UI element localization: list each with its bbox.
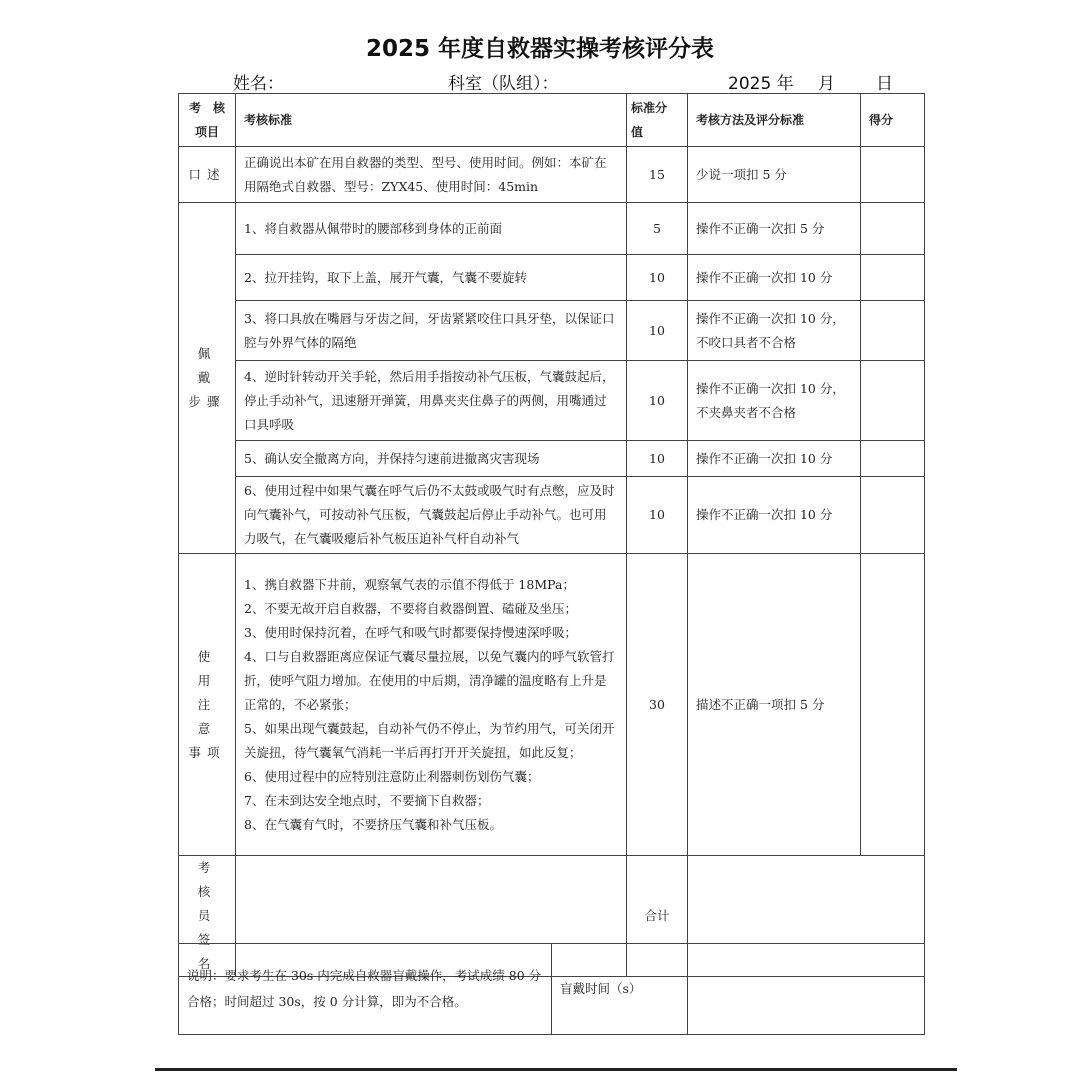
col-standard-header: 考核标准	[236, 94, 627, 147]
step-method: 操作不正确一次扣 10 分	[688, 441, 861, 477]
step-got-cell[interactable]	[861, 441, 925, 477]
notes-got-cell[interactable]	[861, 554, 925, 856]
category-wearing: 佩 戴 步骤	[179, 203, 236, 554]
step-method: 操作不正确一次扣 10 分	[688, 477, 861, 554]
col-item-header: 考 核 项目	[179, 94, 236, 147]
footer-table	[178, 943, 925, 1035]
step-row	[179, 255, 925, 301]
step-got-cell[interactable]	[861, 301, 925, 361]
category-oral: 口述	[179, 147, 236, 203]
step-text: 3、将口具放在嘴唇与牙齿之间，牙齿紧紧咬住口具牙垫，以保证口腔与外界气体的隔绝	[236, 301, 627, 361]
step-text: 4、逆时针转动开关手轮，然后用手指按动补气压板，气囊鼓起后，停止手动补气，迅速掰开弹簧，用鼻夹夹住鼻子的两侧，用嘴通过口具呼吸	[236, 361, 627, 441]
step-text: 1、将自救器从佩带时的腰部移到身体的正前面	[236, 203, 627, 255]
name-label: 姓名：	[233, 74, 284, 94]
footer-row	[179, 944, 925, 1035]
month-label: 月	[818, 74, 835, 94]
year-label: 2025 年	[728, 74, 794, 94]
col-got-header: 得分	[861, 94, 925, 147]
day-label: 日	[876, 74, 893, 94]
step-score: 10	[627, 301, 688, 361]
category-signature: 考 核 员 签 名	[179, 856, 236, 977]
oral-got-cell[interactable]	[861, 147, 925, 203]
step-row	[179, 203, 925, 255]
step-score: 10	[627, 477, 688, 554]
header-row	[179, 94, 925, 147]
step-got-cell[interactable]	[861, 477, 925, 554]
notes-score: 30	[627, 554, 688, 856]
bottom-divider	[155, 1068, 957, 1071]
step-score: 5	[627, 203, 688, 255]
footer-note: 说明：要求考生在 30s 内完成自救器盲戴操作，考试成绩 80 分合格；时间超过 30s，按 0 分计算，即为不合格。	[179, 944, 552, 1035]
oral-method: 少说一项扣 5 分	[688, 147, 861, 203]
step-text: 6、使用过程中如果气囊在呼气后仍不太鼓或吸气时有点憋，应及时向气囊补气，可按动补气压板，气囊鼓起后停止手动补气。也可用力吸气，在气囊吸瘪后补气板压迫补气杆自动补气	[236, 477, 627, 554]
step-text: 5、确认安全撤离方向，并保持匀速前进撤离灾害现场	[236, 441, 627, 477]
step-got-cell[interactable]	[861, 361, 925, 441]
oral-row	[179, 147, 925, 203]
col-score-header: 标准分 值	[627, 94, 688, 147]
step-score: 10	[627, 441, 688, 477]
info-row	[0, 69, 1080, 95]
blind-time-value-cell[interactable]	[688, 944, 925, 1035]
step-got-cell[interactable]	[861, 255, 925, 301]
step-score: 10	[627, 255, 688, 301]
page-title: 2025 年度自救器实操考核评分表	[365, 36, 715, 62]
step-row	[179, 361, 925, 441]
notes-method: 描述不正确一项扣 5 分	[688, 554, 861, 856]
step-method: 操作不正确一次扣 5 分	[688, 203, 861, 255]
col-method-header: 考核方法及评分标准	[688, 94, 861, 147]
step-method: 操作不正确一次扣 10 分， 不咬口具者不合格	[688, 301, 861, 361]
step-text: 2、拉开挂钩，取下上盖，展开气囊，气囊不要旋转	[236, 255, 627, 301]
step-row	[179, 301, 925, 361]
score-table	[178, 93, 925, 977]
notes-text: 1、携自救器下井前，观察氧气表的示值不得低于 18MPa； 2、不要无故开启自救器，不要将自救器倒置、磕碰及坐压； 3、使用时保持沉着，在呼气和吸气时都要保持慢速深呼吸； 4、口与自救器距离应保证气囊尽量拉展，以免气囊内的呼气软管打折，使呼气阻力增加。在使用的中后期，清净罐的温度略有上升是正常的，不必紧张； 5、如果出现气囊鼓起，自动补气仍不停止，为节约用气，可关闭开关旋扭，待气囊氧气消耗一半后再打开开关旋扭，如此反复； 6、使用过程中的应特别注意防止利器刺伤划伤气囊； 7、在未到达安全地点时，不要摘下自救器； 8、在气囊有气时，不要挤压气囊和补气压板。	[236, 554, 627, 856]
step-row	[179, 477, 925, 554]
category-notes: 使 用 注 意 事项	[179, 554, 236, 856]
step-row	[179, 441, 925, 477]
oral-standard: 正确说出本矿在用自救器的类型、型号、使用时间。例如：本矿在用隔绝式自救器、型号：ZYX45、使用时间：45min	[236, 147, 627, 203]
blind-time-label: 盲戴时间（s）	[552, 944, 688, 1035]
oral-score: 15	[627, 147, 688, 203]
step-method: 操作不正确一次扣 10 分	[688, 255, 861, 301]
total-label: 合计	[627, 856, 688, 977]
notes-row	[179, 554, 925, 856]
step-method: 操作不正确一次扣 10 分， 不夹鼻夹者不合格	[688, 361, 861, 441]
step-score: 10	[627, 361, 688, 441]
step-got-cell[interactable]	[861, 203, 925, 255]
department-label: 科室（队组）：	[448, 74, 559, 94]
